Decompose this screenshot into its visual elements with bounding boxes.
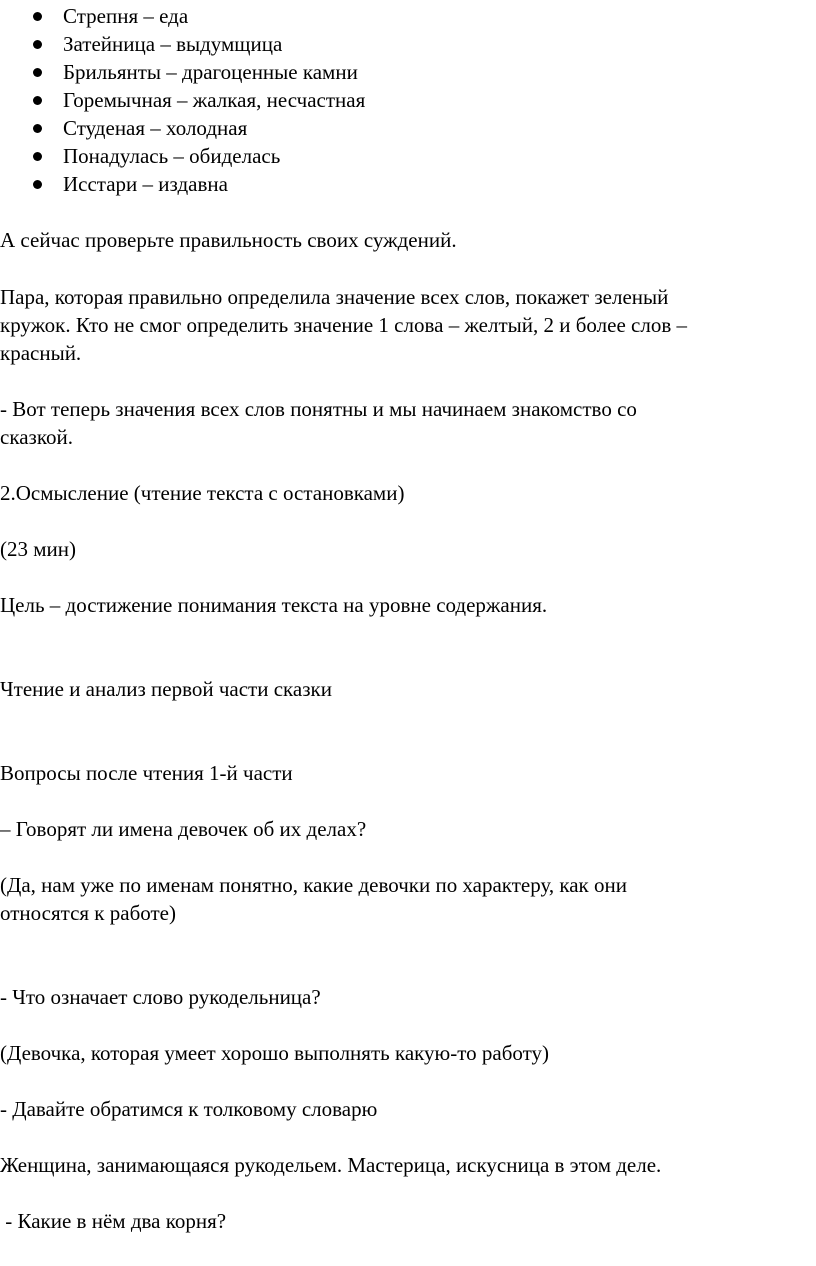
glossary-item [0, 142, 365, 170]
questions-heading: Вопросы после чтения 1-й части [0, 761, 293, 785]
question-3: - Какие в нём два корня? [0, 1209, 227, 1233]
glossary-item-text: Затейница – выдумщица [63, 32, 283, 56]
dictionary-definition: Женщина, занимающаяся рукодельем. Мастерица, искусница в этом деле. [0, 1153, 662, 1177]
check-instruction: А сейчас проверьте правильность своих суждений. [0, 228, 457, 252]
glossary-item-text: Горемычная – жалкая, несчастная [63, 88, 366, 112]
dictionary-prompt: - Давайте обратимся к толковому словарю [0, 1097, 378, 1121]
pairs-instruction-line-1: Пара, которая правильно определила значение всех слов, покажет зеленый [0, 285, 669, 309]
section-duration: (23 мин) [0, 537, 77, 561]
bullet-icon [33, 96, 42, 105]
answer-1-line-2: относятся к работе) [0, 901, 176, 925]
section-heading: 2.Осмысление (чтение текста с остановками) [0, 481, 405, 505]
glossary-item [0, 170, 365, 198]
pairs-instruction-line-3: красный. [0, 341, 82, 365]
glossary-item-text: Студеная – холодная [63, 116, 248, 140]
glossary-item [0, 58, 365, 86]
glossary-item-text: Брильянты – драгоценные камни [63, 60, 358, 84]
bullet-icon [33, 68, 42, 77]
answer-1-line-1: (Да, нам уже по именам понятно, какие девочки по характеру, как они [0, 873, 627, 897]
answer-2: (Девочка, которая умеет хорошо выполнять какую-то работу) [0, 1041, 550, 1065]
transition-line-1: - Вот теперь значения всех слов понятны и мы начинаем знакомство со [0, 397, 637, 421]
bullet-icon [33, 180, 42, 189]
reading-heading: Чтение и анализ первой части сказки [0, 677, 332, 701]
glossary-item [0, 30, 365, 58]
bullet-icon [33, 40, 42, 49]
glossary-item-text: Стрепня – еда [63, 4, 189, 28]
glossary-item-text: Понадулась – обиделась [63, 144, 281, 168]
glossary-item-text: Исстари – издавна [63, 172, 228, 196]
bullet-icon [33, 152, 42, 161]
glossary-list [0, 2, 365, 198]
section-goal: Цель – достижение понимания текста на уровне содержания. [0, 593, 548, 617]
glossary-item [0, 114, 365, 142]
bullet-icon [33, 12, 42, 21]
glossary-item [0, 2, 365, 30]
glossary-item [0, 86, 365, 114]
bullet-icon [33, 124, 42, 133]
question-1: – Говорят ли имена девочек об их делах? [0, 817, 367, 841]
transition-line-2: сказкой. [0, 425, 73, 449]
pairs-instruction-line-2: кружок. Кто не смог определить значение 1 слова – желтый, 2 и более слов – [0, 313, 687, 337]
question-2: - Что означает слово рукодельница? [0, 985, 321, 1009]
